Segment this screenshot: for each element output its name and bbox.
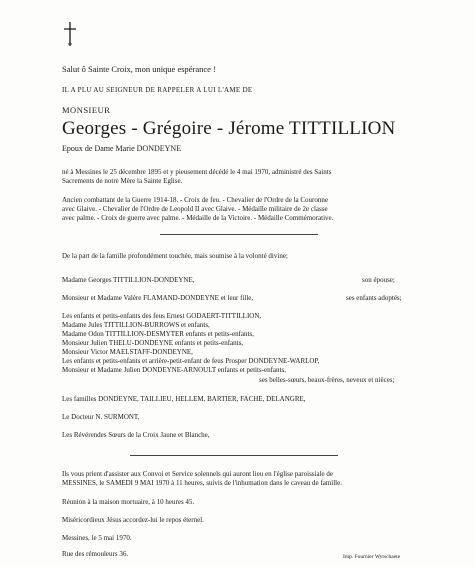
in-laws-line: ses belles-sœurs, beaux-frères, neveux et nièces; <box>259 376 395 384</box>
relatives-line-6: Les enfants et petits-enfants et arrière-petit-enfant de feus Prosper DONDEYNE-WARLOP, <box>62 357 320 365</box>
families-line: Les familles DONDEYNE, TAILLIEU, HELLEM, BARTIER, FACHE, DELANGRE, <box>62 395 306 403</box>
spouse-family-name: Madame Georges TITTILLION-DONDEYNE, <box>62 276 195 284</box>
invitation-line-2: MESSINES, le SAMEDI 9 MAI 1970 à 11 heures, suivis de l'inhumation dans le caveau de famille. <box>62 479 342 487</box>
divider-bottom <box>130 455 338 456</box>
prayer-line: Miséricordieux Jésus accordez-lui le repos éternel. <box>62 516 204 524</box>
sisters-line: Les Révérendes Sœurs de la Croix Jaune et Blanche, <box>62 431 210 439</box>
spouse-relation: son épouse; <box>362 276 395 284</box>
relatives-line-1: Les enfants et petits-enfants des feus Ernest GODAERT-TITTILLION, <box>62 312 262 320</box>
adopted-family-name: Monsieur et Madame Valère FLAMAND-DONDEYNE et leur fille, <box>62 294 254 302</box>
spouse-line: Epoux de Dame Marie DONDEYNE <box>62 144 182 153</box>
printer-credit: Imp. Fournier Wytschaete <box>343 554 401 560</box>
reunion-line: Réunion à la maison mortuaire, à 10 heures 45. <box>62 498 195 506</box>
honors-line-1: Ancien combattant de la Guerre 1914-18. - Croix de feu. - Chevalier de l'Ordre de la Couronne <box>62 196 328 204</box>
honors-line-3: avec palme. - Croix de guerre avec palme. - Médaille de la Victoire. - Médaille Commémorative. <box>62 214 334 222</box>
birth-line-2: Sacrements de notre Mère la Sainte Eglise. <box>62 177 183 185</box>
deceased-name: Georges - Grégoire - Jérome TITTILLION <box>62 118 396 139</box>
divider-top <box>160 234 318 235</box>
doctor-line: Le Docteur N. SURMONT, <box>62 413 140 421</box>
place-date: Messines, le 5 mai 1970. <box>62 534 132 542</box>
address: Rue des rémouleurs 36. <box>62 550 129 558</box>
relatives-line-7: Monsieur et Madame Julien DONDEYNE-ARNOULT enfants et petits-enfants, <box>62 366 286 374</box>
relatives-line-5: Monsieur Victor MAELSTAFF-DONDEYNE, <box>62 348 193 356</box>
relatives-line-2: Madame Jules TITTILLION-BURROWS et enfants, <box>62 321 210 329</box>
relatives-line-4: Monsieur Julien THELU-DONDEYNE enfants et petits-enfants, <box>62 339 244 347</box>
latin-cross-icon <box>62 22 78 46</box>
honorific: MONSIEUR <box>62 105 111 115</box>
salutation: Salut ô Sainte Croix, mon unique espérance ! <box>62 64 216 74</box>
family-intro: De la part de la famille profondément touchée, mais soumise à la volonté divine; <box>62 252 288 260</box>
adopted-relation: ses enfants adoptés; <box>346 294 402 302</box>
announcement: IL A PLU AU SEIGNEUR DE RAPPELER A LUI L'AME DE <box>62 86 253 94</box>
honors-line-2: avec Glaive. - Chevalier de l'Ordre de Leopold II avec Glaive. - Médaille militaire de 2e classe <box>62 205 328 213</box>
birth-line-1: né à Messines le 25 décembre 1895 et y pieusement décédé le 4 mai 1970, administré des Saints <box>62 168 332 176</box>
relatives-line-3: Madame Odon TITTILLION-DESMYTER enfants et petits-enfants, <box>62 330 254 338</box>
invitation-line-1: Ils vous prient d'assister aux Convoi et Service solennels qui auront lieu en l'église paroissiale de <box>62 470 333 478</box>
